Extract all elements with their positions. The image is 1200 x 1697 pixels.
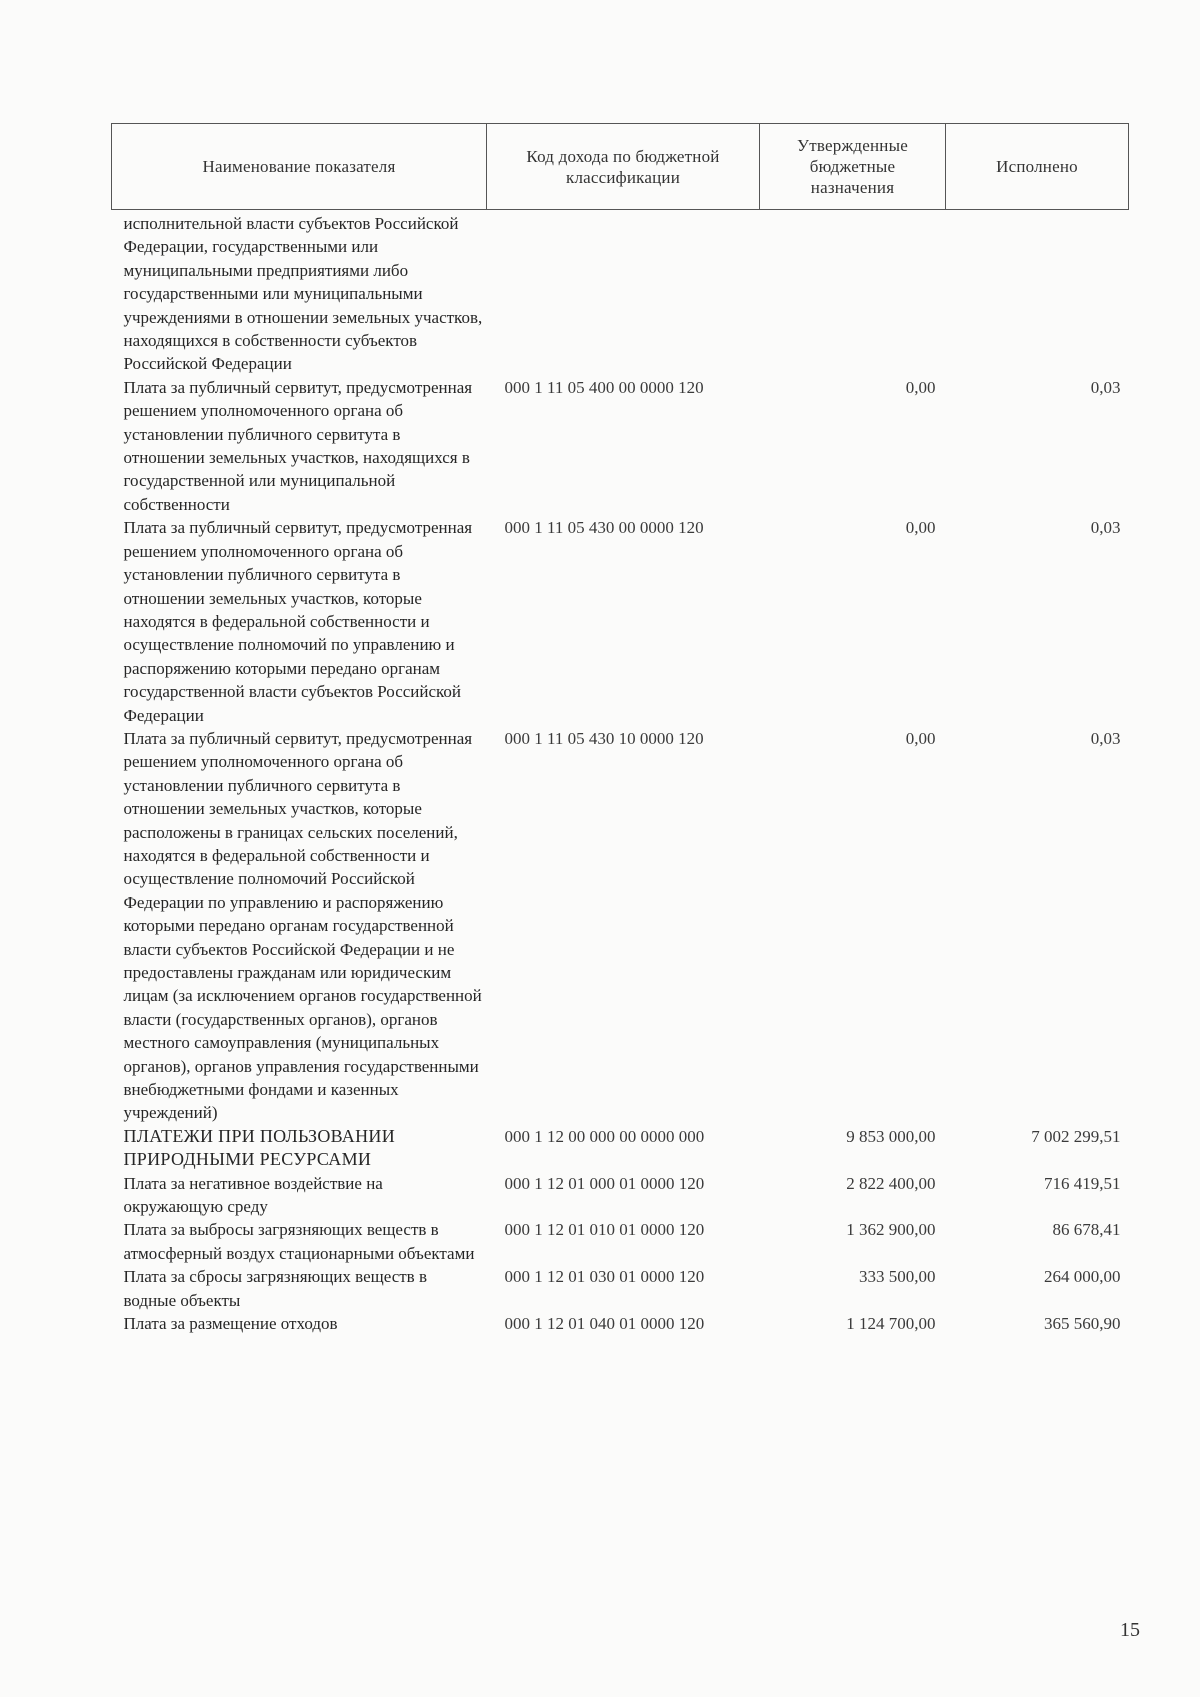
row-executed-amount	[946, 210, 1129, 376]
table-row	[112, 1265, 1129, 1312]
table-row	[112, 516, 1129, 727]
column-header-executed: Исполнено	[946, 124, 1129, 210]
row-income-code: 000 1 12 01 010 01 0000 120	[504, 1220, 705, 1240]
table-body	[112, 210, 1129, 1336]
table-row	[112, 1172, 1129, 1219]
table-row	[112, 1218, 1129, 1265]
row-approved-amount: 0,00	[905, 518, 936, 538]
row-indicator-name: Плата за публичный сервитут, предусмотренная решением уполномоченного органа об установлении публичного сервитута в отношении земельных участков, находящихся в государственной или муниципальной собственности	[123, 377, 473, 514]
row-income-code: 000 1 12 01 030 01 0000 120	[504, 1267, 705, 1287]
column-header-name: Наименование показателя	[112, 124, 487, 210]
row-income-code: 000 1 12 01 000 01 0000 120	[504, 1173, 705, 1193]
row-approved-amount: 0,00	[905, 377, 936, 397]
row-indicator-name: Плата за публичный сервитут, предусмотренная решением уполномоченного органа об установлении публичного сервитута в отношении земельных участков, которые находятся в федеральной собственности и осуществление полномочий по управлению и распоряжению которыми передано органам государственной власти субъектов Российской Федерации	[123, 518, 473, 725]
row-income-code: 000 1 11 05 430 00 0000 120	[504, 518, 704, 538]
row-executed-amount: 0,03	[1090, 377, 1121, 397]
row-indicator-name: исполнительной власти субъектов Российской Федерации, государственными или муниципальными предприятиями либо государственными или муниципальными учреждениями в отношении земельных участков, находящихся в собственности субъектов Российской Федерации	[123, 214, 483, 374]
row-income-code: 000 1 12 01 040 01 0000 120	[504, 1314, 705, 1334]
row-indicator-name: Плата за негативное воздействие на окружающую среду	[123, 1173, 383, 1217]
table-row	[112, 727, 1129, 1125]
row-executed-amount: 0,03	[1090, 728, 1121, 748]
page-number: 15	[1120, 1619, 1140, 1641]
row-indicator-name: Плата за публичный сервитут, предусмотренная решением уполномоченного органа об установлении публичного сервитута в отношении земельных участков, которые расположены в границах сельских поселений, находятся в федеральной собственности и осуществление полномочий Российской Федерации по управлению и распоряжению которыми передано органам государственной власти субъектов Российской Федерации и не предоставлены гражданам или юридическим лицам (за исключением органов государственной власти (государственных органов), органов местного самоуправления (муниципальных органов), органов управления государственными внебюджетными фондами и казенных учреждений)	[123, 728, 482, 1123]
row-executed-amount: 365 560,90	[1044, 1314, 1121, 1334]
row-executed-amount: 264 000,00	[1044, 1267, 1121, 1287]
column-header-approved: Утвержденные бюджетные назначения	[760, 124, 946, 210]
row-indicator-name: Плата за сбросы загрязняющих веществ в водные объекты	[123, 1267, 427, 1310]
column-header-code: Код дохода по бюджетной классификации	[487, 124, 760, 210]
row-approved-amount	[760, 210, 946, 376]
row-income-code: 000 1 11 05 430 10 0000 120	[504, 728, 704, 748]
row-executed-amount: 7 002 299,51	[1031, 1126, 1121, 1146]
table-row	[112, 1312, 1129, 1335]
row-approved-amount: 9 853 000,00	[846, 1126, 936, 1146]
table-row	[112, 210, 1129, 376]
table-header	[112, 124, 1129, 210]
row-income-code: 000 1 11 05 400 00 0000 120	[504, 377, 704, 397]
row-approved-amount: 1 362 900,00	[846, 1220, 936, 1240]
row-executed-amount: 86 678,41	[1052, 1220, 1121, 1240]
row-approved-amount: 2 822 400,00	[846, 1173, 936, 1193]
table-row	[112, 376, 1129, 516]
row-income-code: 000 1 12 00 000 00 0000 000	[504, 1126, 705, 1146]
row-indicator-name: Плата за выбросы загрязняющих веществ в атмосферный воздух стационарными объектами	[123, 1220, 475, 1263]
row-indicator-name: ПЛАТЕЖИ ПРИ ПОЛЬЗОВАНИИ ПРИРОДНЫМИ РЕСУРСАМИ	[123, 1125, 395, 1170]
row-indicator-name: Плата за размещение отходов	[123, 1314, 338, 1334]
row-approved-amount: 1 124 700,00	[846, 1314, 936, 1334]
budget-execution-table	[111, 123, 1129, 1336]
row-executed-amount: 716 419,51	[1044, 1173, 1121, 1193]
row-executed-amount: 0,03	[1090, 518, 1121, 538]
row-income-code	[487, 210, 760, 376]
table-row-section	[112, 1125, 1129, 1172]
table-header-row	[112, 124, 1129, 210]
row-approved-amount: 333 500,00	[859, 1267, 936, 1287]
row-approved-amount: 0,00	[905, 728, 936, 748]
